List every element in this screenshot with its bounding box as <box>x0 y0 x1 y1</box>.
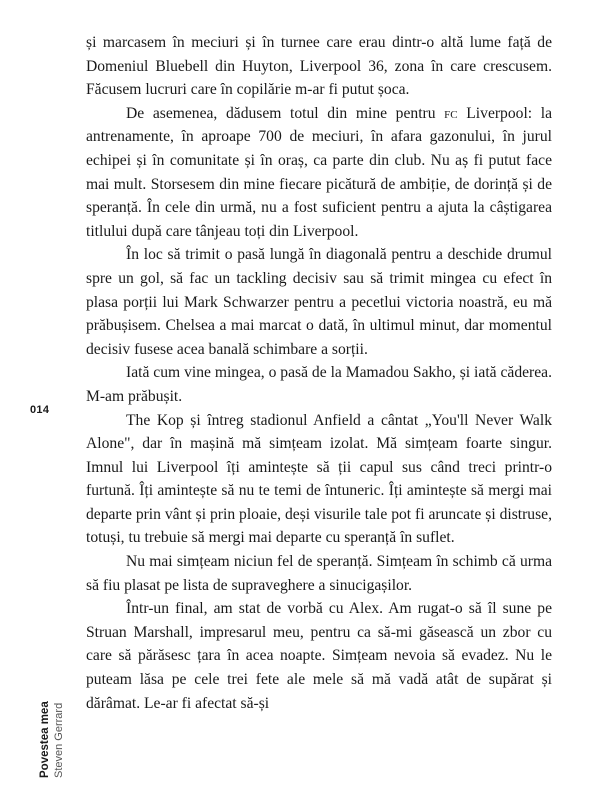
fc-small-caps: fc <box>444 104 458 122</box>
paragraph-4: Iată cum vine mingea, o pasă de la Mamadou Sakho, și iată căderea. M-am prăbușit. <box>86 364 552 405</box>
book-title: Povestea mea <box>39 701 51 778</box>
running-header <box>38 701 66 778</box>
paragraph-2-start: De asemenea, dădusem totul din mine pentru <box>126 104 445 122</box>
paragraph-5: The Kop și întreg stadionul Anfield a cântat „You'll Never Walk Alone", dar în mașină mă simțeam izolat. Mă simțeam foarte singur. Imnul lui Liverpool îți amintește să ții capul sus când treci printr-o furtună. Îți amintește să nu te temi de întuneric. Îți amintește să mergi mai departe prin vânt și prin ploaie, deși visurile tale pot fi aruncate și distruse, totuși, tu trebuie să mergi mai departe cu speranță în suflet. <box>86 411 552 547</box>
paragraph-3: În loc să trimit o pasă lungă în diagonală pentru a deschide drumul spre un gol, să fac un tackling decisiv sau să trimit mingea cu efect în plasa porții lui Mark Schwarzer pentru a pecetlui victoria noastră, eu mă prăbușisem. Chelsea a mai marcat o dată, în ultimul minut, dar momentul decisiv fusese acea banală schimbare a sorții. <box>86 246 552 358</box>
author-name: Steven Gerrard <box>53 702 65 778</box>
body-text <box>86 31 552 715</box>
paragraph-6: Nu mai simțeam niciun fel de speranță. Simțeam în schimb că urma să fiu plasat pe lista de supraveghere a sinucigașilor. <box>86 553 552 594</box>
paragraph-1: și marcasem în meciuri și în turnee care erau dintr-o altă lume față de Domeniul Bluebell din Huyton, Liverpool 36, zona în care crescusem. Făcusem lucruri care în copilărie m-ar fi putut șoca. <box>86 34 552 99</box>
paragraph-2-rest: Liverpool: la antrenamente, în aproape 700 de meciuri, în afara gazonului, în jurul echipei și în comunitate și în oraș, ca parte din club. Nu aș fi putut face mai mult. Storsesem din mine fiecare picătură de ambiție, de dorință și de speranță. În cele din urmă, nu a fost suficient pentru a ajuta la câștigarea titlului după care tânjeau toți din Liverpool. <box>86 104 553 240</box>
paragraph-2 <box>86 102 552 244</box>
paragraph-7: Într-un final, am stat de vorbă cu Alex. Am rugat-o să îl sune pe Struan Marshall, impresarul meu, pentru ca să-mi găsească un zbor cu care să părăsesc țara în acea noapte. Simțeam nevoia să evadez. Nu le puteam lăsa pe cele trei fete ale mele să mă vadă atât de supărat și dărâmat. Le-ar fi afectat să-și <box>86 600 552 712</box>
page-number: 014 <box>30 404 50 416</box>
